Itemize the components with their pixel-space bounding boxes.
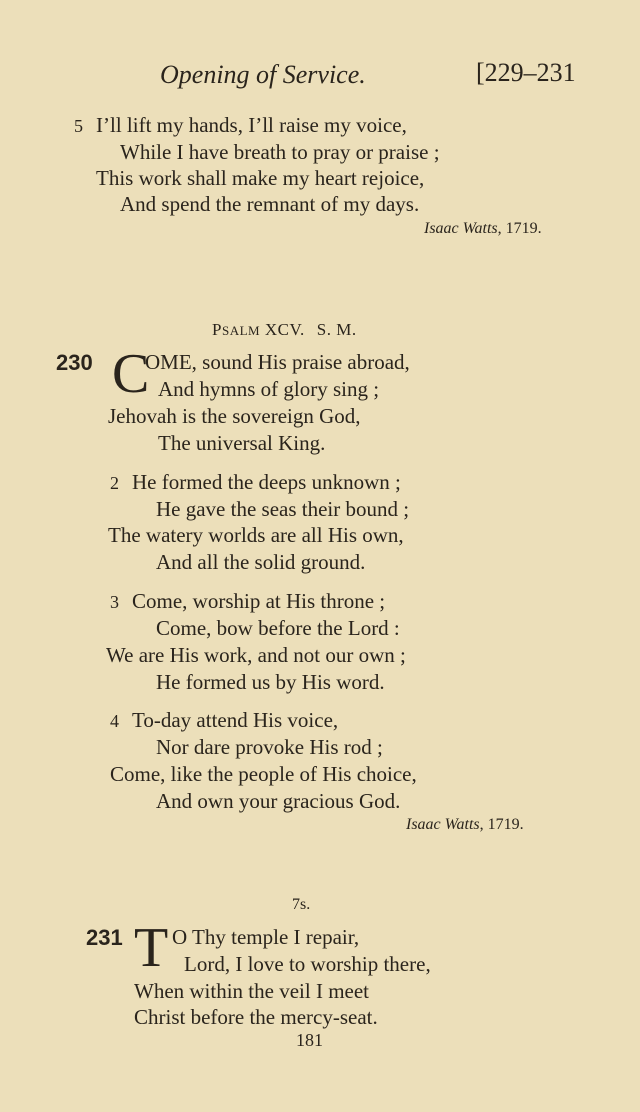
drop-cap: C bbox=[112, 343, 150, 405]
stanza-number: 4 bbox=[110, 711, 119, 731]
heading-psalm-rest: SALM bbox=[221, 323, 261, 338]
verse-line: O Thy temple I repair, bbox=[172, 925, 360, 949]
hymn-attribution bbox=[406, 816, 524, 834]
stanza-number: 2 bbox=[110, 473, 119, 493]
heading-psalm-numeral: XCV. bbox=[260, 320, 305, 339]
verse-line: And spend the remnant of my days. bbox=[120, 192, 420, 216]
page-number: 181 bbox=[296, 1030, 323, 1050]
verse-line: While I have breath to pray or praise ; bbox=[120, 140, 440, 164]
verse-line: And hymns of glory sing ; bbox=[158, 377, 380, 401]
attribution-year: , 1719. bbox=[479, 816, 524, 833]
verse-line: Jehovah is the sovereign God, bbox=[108, 404, 361, 428]
verse-line: OME, sound His praise abroad, bbox=[145, 350, 410, 374]
hymn-number: 231 bbox=[86, 925, 123, 950]
hymn-heading bbox=[212, 320, 357, 340]
running-header-range: [229–231 bbox=[476, 58, 576, 87]
verse-line: When within the veil I meet bbox=[134, 979, 370, 1003]
running-header-title: Opening of Service. bbox=[160, 60, 366, 89]
verse-line: Nor dare provoke His rod ; bbox=[156, 735, 383, 759]
attribution-year: , 1719. bbox=[497, 220, 542, 237]
heading-meter: S. M. bbox=[316, 320, 357, 339]
verse-line: I’ll lift my hands, I’ll raise my voice, bbox=[96, 113, 407, 137]
stanza-number: 5 bbox=[74, 116, 83, 136]
hymn-meter: 7s. bbox=[292, 896, 311, 913]
verse-line: He gave the seas their bound ; bbox=[156, 497, 410, 521]
verse-line: Christ before the mercy-seat. bbox=[134, 1005, 378, 1029]
verse-line: Lord, I love to worship there, bbox=[184, 952, 431, 976]
hymn-number: 230 bbox=[56, 350, 93, 375]
hymn-attribution bbox=[424, 220, 542, 238]
verse-line: And all the solid ground. bbox=[156, 550, 366, 574]
verse-line: We are His work, and not our own ; bbox=[106, 643, 406, 667]
verse-line: This work shall make my heart rejoice, bbox=[96, 166, 425, 190]
verse-line: The universal King. bbox=[158, 431, 326, 455]
verse-line: And own your gracious God. bbox=[156, 789, 401, 813]
verse-line: To-day attend His voice, bbox=[132, 708, 339, 732]
attribution-author: Isaac Watts bbox=[406, 816, 480, 833]
attribution-author: Isaac Watts bbox=[424, 220, 498, 237]
heading-psalm-initial: P bbox=[212, 320, 222, 339]
verse-line: He formed us by His word. bbox=[156, 670, 385, 694]
verse-line: Come, like the people of His choice, bbox=[110, 762, 417, 786]
verse-line: Come, bow before the Lord : bbox=[156, 616, 400, 640]
stanza-number: 3 bbox=[110, 592, 119, 612]
verse-line: Come, worship at His throne ; bbox=[132, 589, 386, 613]
drop-cap: T bbox=[134, 917, 169, 979]
verse-line: The watery worlds are all His own, bbox=[108, 523, 404, 547]
verse-line: He formed the deeps unknown ; bbox=[132, 470, 401, 494]
